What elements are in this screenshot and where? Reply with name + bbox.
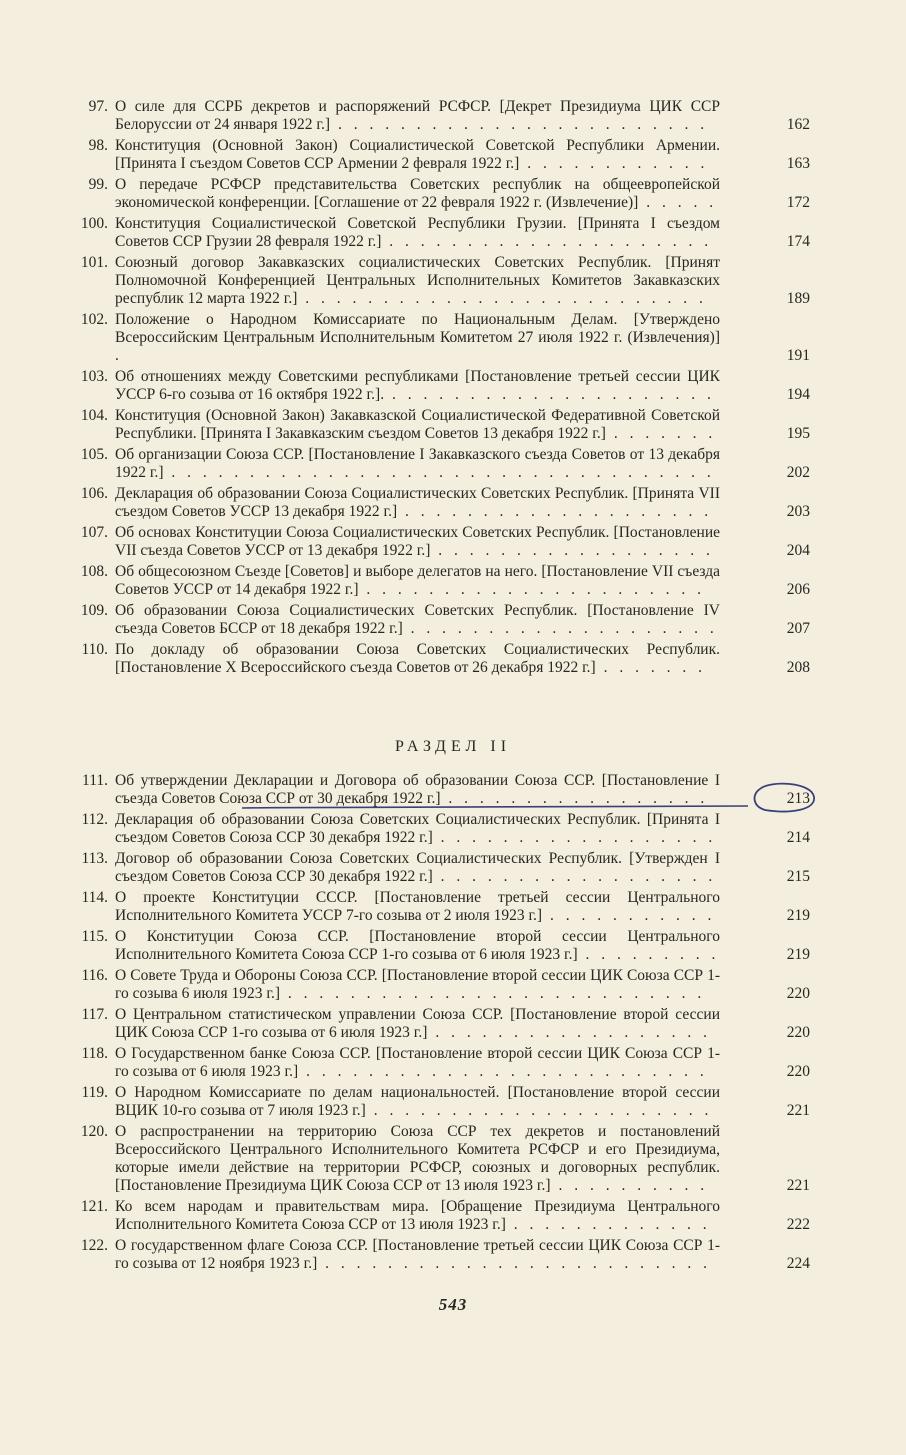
dot-leader: . . . . . . . . . . .: [542, 907, 716, 924]
entry-title-text: О распространении на территорию Союза ССР тех декретов и постановлений Всероссийского Центрального Исполнительного Комитета РСФСР и его Президиума, которые имели действие на территории РСФСР, союзных и договорных республик. [Постановление Президиума ЦИК Союза ССР от 13 июля 1923 г.]: [115, 1123, 720, 1194]
toc-section-1: [68, 98, 810, 680]
toc-entry: [68, 1123, 810, 1195]
entry-title: [115, 928, 720, 964]
entry-page-number: 224: [786, 1255, 810, 1272]
entry-title: [115, 407, 720, 443]
entry-number: 116.: [81, 967, 108, 984]
entry-number: 104.: [80, 407, 108, 424]
toc-entry: [68, 446, 810, 482]
toc-entry: [68, 485, 810, 521]
entry-page-number: 207: [786, 620, 810, 637]
entry-page-number: 221: [786, 1102, 810, 1119]
entry-number: 111.: [82, 772, 108, 789]
entry-title-text: Об образовании Союза Социалистических Советских Республик. [Постановление IV съезда Советов БССР от 18 декабря 1922 г.]: [115, 602, 720, 637]
entry-title: [115, 967, 720, 1003]
entry-title: [115, 889, 720, 925]
dot-leader: . . . . . . . . . . . . . . . . . . . . . .: [358, 581, 706, 598]
dot-leader: . . . . . . . . . . . . . . . . . . . . . . . . . . .: [280, 985, 706, 1002]
dot-leader: . . . . . . . . . . . . . . . . . . . .: [397, 503, 713, 520]
entry-number: 105.: [80, 446, 108, 463]
entry-number: 98.: [88, 137, 108, 154]
entry-title: [115, 176, 720, 212]
entry-page-number: 219: [786, 946, 810, 963]
toc-entry: [68, 311, 810, 365]
entry-title-text: О силе для ССРБ декретов и распоряжений РСФСР. [Декрет Президиума ЦИК ССР Белоруссии от 24 января 1922 г.]: [115, 98, 720, 133]
toc-entry: [68, 563, 810, 599]
entry-title: [115, 1045, 720, 1081]
entry-title: [115, 850, 720, 886]
entry-title-text: О государственном флаге Союза ССР. [Постановление третьей сессии ЦИК Союза ССР 1-го созыва от 12 ноября 1923 г.]: [115, 1237, 720, 1272]
entry-page-number: 194: [786, 386, 810, 403]
toc-entry: [68, 524, 810, 560]
entry-title: [115, 772, 720, 808]
entry-number: 112.: [81, 811, 108, 828]
toc-entry: [68, 176, 810, 212]
entry-title-text: Декларация об образовании Союза Социалистических Советских Республик. [Принята VII съездом Советов УССР 13 декабря 1922 г.]: [115, 485, 720, 520]
entry-number: 107.: [80, 524, 108, 541]
dot-leader: . . . . . . . . . . . . . . . . . .: [430, 542, 714, 559]
dot-leader: . . . . . . . . . . . . . . . . . . . . . .: [365, 1102, 713, 1119]
entry-title-text: О Государственном банке Союза ССР. [Постановление второй сессии ЦИК Союза ССР 1-го созыва от 6 июля 1923 г.]: [115, 1045, 720, 1080]
toc-entry: [68, 215, 810, 251]
entry-page-number: 174: [786, 233, 810, 250]
entry-number: 99.: [88, 176, 108, 193]
dot-leader: . . . . . . . . . . . .: [519, 155, 709, 172]
entry-title: [115, 1237, 720, 1273]
entry-number: 97.: [88, 98, 108, 115]
entry-title-text: Договор об образовании Союза Советских Социалистических Республик. [Утвержден I съездом Советов Союза ССР 30 декабря 1922 г.]: [115, 850, 720, 885]
toc-entry: [68, 98, 810, 134]
entry-number: 106.: [80, 485, 108, 502]
entry-page-number: 195: [786, 425, 810, 442]
dot-leader: . . . . . . . . . . . . . . . . . . . . . . . .: [330, 116, 709, 133]
toc-entry: [68, 1198, 810, 1234]
toc-entry: [68, 254, 810, 308]
dot-leader: . . . . . . . . . . . . . . . . . .: [432, 868, 717, 885]
entry-number: 103.: [80, 368, 108, 385]
entry-page-number: 220: [786, 985, 810, 1002]
entry-title: [115, 215, 720, 251]
dot-leader: . . . . .: [638, 194, 718, 211]
section-heading: РАЗДЕЛ II: [394, 738, 512, 755]
entry-number: 115.: [81, 928, 108, 945]
entry-page-number: 220: [786, 1024, 810, 1041]
entry-number: 121.: [80, 1198, 108, 1215]
entry-title-text: Декларация об образовании Союза Советских Социалистических Республик. [Принята I съездом Советов Союза ССР 30 декабря 1922 г.]: [115, 811, 720, 846]
dot-leader: . . . . . . . . . . . . . . . . . . . . .: [381, 233, 713, 250]
entry-title-text: О передаче РСФСР представительства Советских республик на общеевропейской экономической конференции. [Соглашение от 22 февраля 1922 г. (Извлечение)]: [115, 176, 720, 211]
dot-leader: . . . . . . . . .: [577, 946, 720, 963]
entry-number: 108.: [80, 563, 108, 580]
entry-page-number: 219: [786, 907, 810, 924]
entry-page-number: 214: [786, 829, 810, 846]
entry-number: 109.: [80, 602, 108, 619]
toc-entry: [68, 889, 810, 925]
entry-page-number: 172: [786, 194, 810, 211]
dot-leader: . . . . . . . . . . . . . . . . . . . . . . . . .: [317, 1255, 711, 1272]
toc-entry: [68, 811, 810, 847]
dot-leader: . . . . . . . . . . . . . . . . .: [440, 790, 709, 807]
dot-leader: . . . . . . . . . . . . . . . . . . . . .: [384, 386, 715, 403]
entry-title-text: О проекте Конституции СССР. [Постановление третьей сессии Центрального Исполнительного Комитета УССР 7-го созыва от 2 июля 1923 г.]: [115, 889, 720, 924]
toc-entry: [68, 407, 810, 443]
dot-leader: . . . . . . . . . . . . . . . . . . . .: [402, 620, 718, 637]
entry-title-text: Об основах Конституции Союза Социалистических Советских Республик. [Постановление VII съезда Советов УССР от 13 декабря 1922 г.]: [115, 524, 720, 559]
entry-number: 117.: [81, 1006, 108, 1023]
entry-number: 110.: [81, 641, 108, 658]
toc-entry: [68, 772, 810, 808]
entry-title-text: Конституция Социалистической Советской Республики Грузии. [Принята I съездом Советов ССР Грузии 28 февраля 1922 г.]: [115, 215, 720, 250]
entry-title: [115, 446, 720, 482]
entry-page-number: 191: [786, 347, 810, 364]
entry-page-number: 208: [786, 659, 810, 676]
entry-page-number: 204: [786, 542, 810, 559]
entry-title-text: Ко всем народам и правительствам мира. [Обращение Президиума Центрального Исполнительного Комитета Союза ССР от 13 июля 1923 г.]: [115, 1198, 720, 1233]
entry-number: 119.: [81, 1084, 108, 1101]
dot-leader: .: [115, 347, 123, 364]
entry-page-number: 162: [786, 116, 810, 133]
entry-number: 118.: [81, 1045, 108, 1062]
toc-entry: [68, 1237, 810, 1273]
dot-leader: . . . . . . .: [605, 425, 717, 442]
entry-number: 100.: [80, 215, 108, 232]
entry-number: 122.: [80, 1237, 108, 1254]
entry-number: 101.: [80, 254, 108, 271]
toc-entry: [68, 1045, 810, 1081]
entry-title: [115, 485, 720, 521]
entry-title: [115, 524, 720, 560]
toc-entry: [68, 368, 810, 404]
dot-leader: . . . . . . . . . . . . . . . . . . . . . . . . . .: [298, 1063, 708, 1080]
entry-title-text: О Центральном статистическом управлении Союза ССР. [Постановление второй сессии ЦИК Союза ССР 1-го созыва от 6 июля 1923 г.]: [115, 1006, 720, 1041]
entry-page-number: 206: [786, 581, 810, 598]
entry-title-text: Конституция (Основной Закон) Социалистической Советской Республики Армении. [Принята I съездом Советов ССР Армении 2 февраля 1922 г.]: [115, 137, 720, 172]
toc-entry: [68, 850, 810, 886]
dot-leader: . . . . . . . . . . . . . . . . . . . . . . . . . .: [297, 290, 707, 307]
toc-entry: [68, 1006, 810, 1042]
entry-title-text: Конституция (Основной Закон) Закавказской Социалистической Федеративной Советской Республики. [Принята I Закавказским съездом Советов 13 декабря 1922 г.]: [115, 407, 720, 442]
toc-section-2: [68, 772, 810, 1276]
entry-title: [115, 311, 720, 365]
entry-title-text: По докладу об образовании Союза Советских Социалистических Республик. [Постановление X Всероссийского съезда Советов от 26 декабря 1922 г.]: [115, 641, 720, 676]
entry-number: 114.: [81, 889, 108, 906]
entry-page-number: 202: [786, 464, 810, 481]
entry-title: [115, 641, 720, 677]
entry-title: [115, 602, 720, 638]
entry-title: [115, 563, 720, 599]
toc-entry: [68, 602, 810, 638]
entry-title-text: О Конституции Союза ССР. [Постановление второй сессии Центрального Исполнительного Комитета Союза ССР 1-го созыва от 6 июля 1923 г.]: [115, 928, 720, 963]
entry-title: [115, 98, 720, 134]
entry-title-text: Об утверждении Декларации и Договора об образовании Союза ССР. [Постановление I съезда Советов Союза ССР от 30 декабря 1922 г.]: [115, 772, 720, 807]
entry-title-text: О Народном Комиссариате по делам национальностей. [Постановление второй сессии ВЦИК 10-го созыва от 7 июля 1923 г.]: [115, 1084, 720, 1119]
entry-title: [115, 1198, 720, 1234]
entry-page-number: 221: [786, 1177, 810, 1194]
toc-entry: [68, 137, 810, 173]
entry-number: 113.: [81, 850, 108, 867]
entry-page-number: 163: [786, 155, 810, 172]
entry-title-text: Об общесоюзном Съезде [Советов] и выборе делегатов на него. [Постановление VII съезда Советов УССР от 14 декабря 1922 г.]: [115, 563, 720, 598]
toc-entry: [68, 928, 810, 964]
entry-page-number: 203: [786, 503, 810, 520]
entry-title: [115, 1123, 720, 1195]
dot-leader: . . . . . . . . . . . . . . . . . .: [427, 1024, 711, 1041]
entry-page-number: 189: [786, 290, 810, 307]
entry-page-number: 222: [786, 1216, 810, 1233]
entry-title: [115, 811, 720, 847]
page-number: 543: [438, 1295, 468, 1314]
dot-leader: . . . . . . .: [595, 659, 706, 676]
entry-title-text: Союзный договор Закавказских социалистических Советских Республик. [Принят Полномочной Конференцией Центральных Исполнительных Комитетов Закавказских республик 12 марта 1922 г.]: [115, 254, 720, 307]
entry-title: [115, 254, 720, 308]
entry-page-number: 215: [786, 868, 810, 885]
toc-entry: [68, 1084, 810, 1120]
entry-page-number: 220: [786, 1063, 810, 1080]
entry-title: [115, 137, 720, 173]
dot-leader: . . . . . . . . . . . . .: [505, 1216, 711, 1233]
toc-entry: [68, 641, 810, 677]
dot-leader: . . . . . . . . . . . . . . . . . .: [432, 829, 717, 846]
entry-title-text: О Совете Труда и Обороны Союза ССР. [Постановление второй сессии ЦИК Союза ССР 1-го созыва 6 июля 1923 г.]: [115, 967, 720, 1002]
entry-title-text: Об организации Союза ССР. [Постановление I Закавказского съезда Советов от 13 декабря 1922 г.]: [115, 446, 720, 481]
dot-leader: . . . . . . . . . .: [550, 1177, 709, 1194]
dot-leader: . . . . . . . . . . . . . . . . . . . . . . . . . . . . . . . . . . .: [163, 464, 715, 481]
toc-entry: [68, 967, 810, 1003]
entry-title-text: Об отношениях между Советскими республиками [Постановление третьей сессии ЦИК УССР 6-го созыва от 16 октября 1922 г.].: [115, 368, 720, 403]
entry-title: [115, 1084, 720, 1120]
entry-number: 120.: [80, 1123, 108, 1140]
entry-title: [115, 368, 720, 404]
entry-page-number: 213: [786, 790, 810, 807]
entry-number: 102.: [80, 311, 108, 328]
entry-title-text: Положение о Народном Комиссариате по Национальным Делам. [Утверждено Всероссийским Центральным Исполнительным Комитетом 27 июля 1922 г. (Извлечения)]: [115, 311, 720, 346]
entry-title: [115, 1006, 720, 1042]
